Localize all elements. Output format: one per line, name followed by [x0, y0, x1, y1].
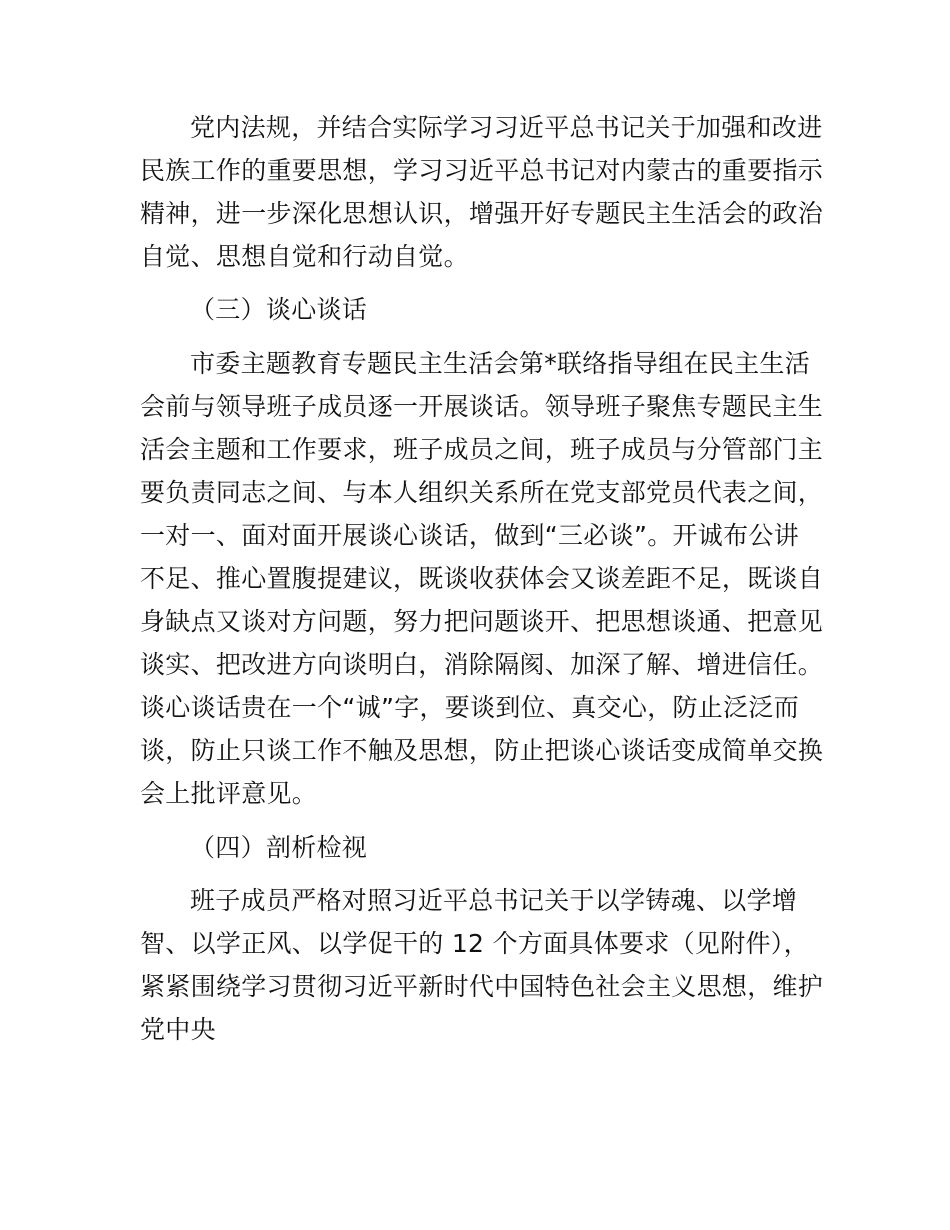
paragraph-2-line-1: 市委主题教育专题民主生活会第*联络指导组在民主生活 [190, 349, 811, 378]
paragraph-3-line-2: 智、以学正风、以学促干的 12 个方面具体要求（见附件）， [140, 929, 809, 958]
paragraph-2-line-6: 不足、推心置腹提建议，既谈收获体会又谈差距不足，既谈自 [140, 564, 824, 593]
paragraph-2-line-5: 一对一、面对面开展谈心谈话，做到“三必谈”。开诚布公讲 [140, 521, 800, 550]
paragraph-2-line-7: 身缺点又谈对方问题，努力把问题谈开、把思想谈通、把意见 [140, 607, 824, 636]
paragraph-2-line-8: 谈实、把改进方向谈明白，消除隔阂、加深了解、增进信任。 [140, 650, 824, 679]
paragraph-3-line-1: 班子成员严格对照习近平总书记关于以学铸魂、以学增 [190, 886, 798, 915]
section-heading-3: （三）谈心谈话 [190, 295, 368, 324]
paragraph-1-line-2: 民族工作的重要思想，学习习近平总书记对内蒙古的重要指示 [140, 156, 824, 185]
paragraph-3-line-3: 紧紧围绕学习贯彻习近平新时代中国特色社会主义思想，维护 [140, 972, 824, 1001]
paragraph-1-line-1: 党内法规，并结合实际学习习近平总书记关于加强和改进 [190, 113, 823, 142]
paragraph-2-line-9: 谈心谈话贵在一个“诚”字，要谈到位、真交心，防止泛泛而 [140, 693, 800, 722]
paragraph-1-line-4: 自觉、思想自觉和行动自觉。 [140, 242, 469, 271]
paragraph-3-line-4: 党中央 [140, 1015, 216, 1044]
paragraph-2-line-3: 活会主题和工作要求，班子成员之间，班子成员与分管部门主 [140, 435, 824, 464]
paragraph-2-line-11: 会上批评意见。 [140, 779, 318, 808]
paragraph-2-line-10: 谈，防止只谈工作不触及思想，防止把谈心谈话变成简单交换 [140, 736, 824, 765]
paragraph-1-line-3: 精神，进一步深化思想认识，增强开好专题民主生活会的政治 [140, 199, 824, 228]
paragraph-2-line-2: 会前与领导班子成员逐一开展谈话。领导班子聚焦专题民主生 [140, 392, 824, 421]
paragraph-2-line-4: 要负责同志之间、与本人组织关系所在党支部党员代表之间， [140, 478, 824, 507]
section-heading-4: （四）剖析检视 [190, 833, 368, 862]
